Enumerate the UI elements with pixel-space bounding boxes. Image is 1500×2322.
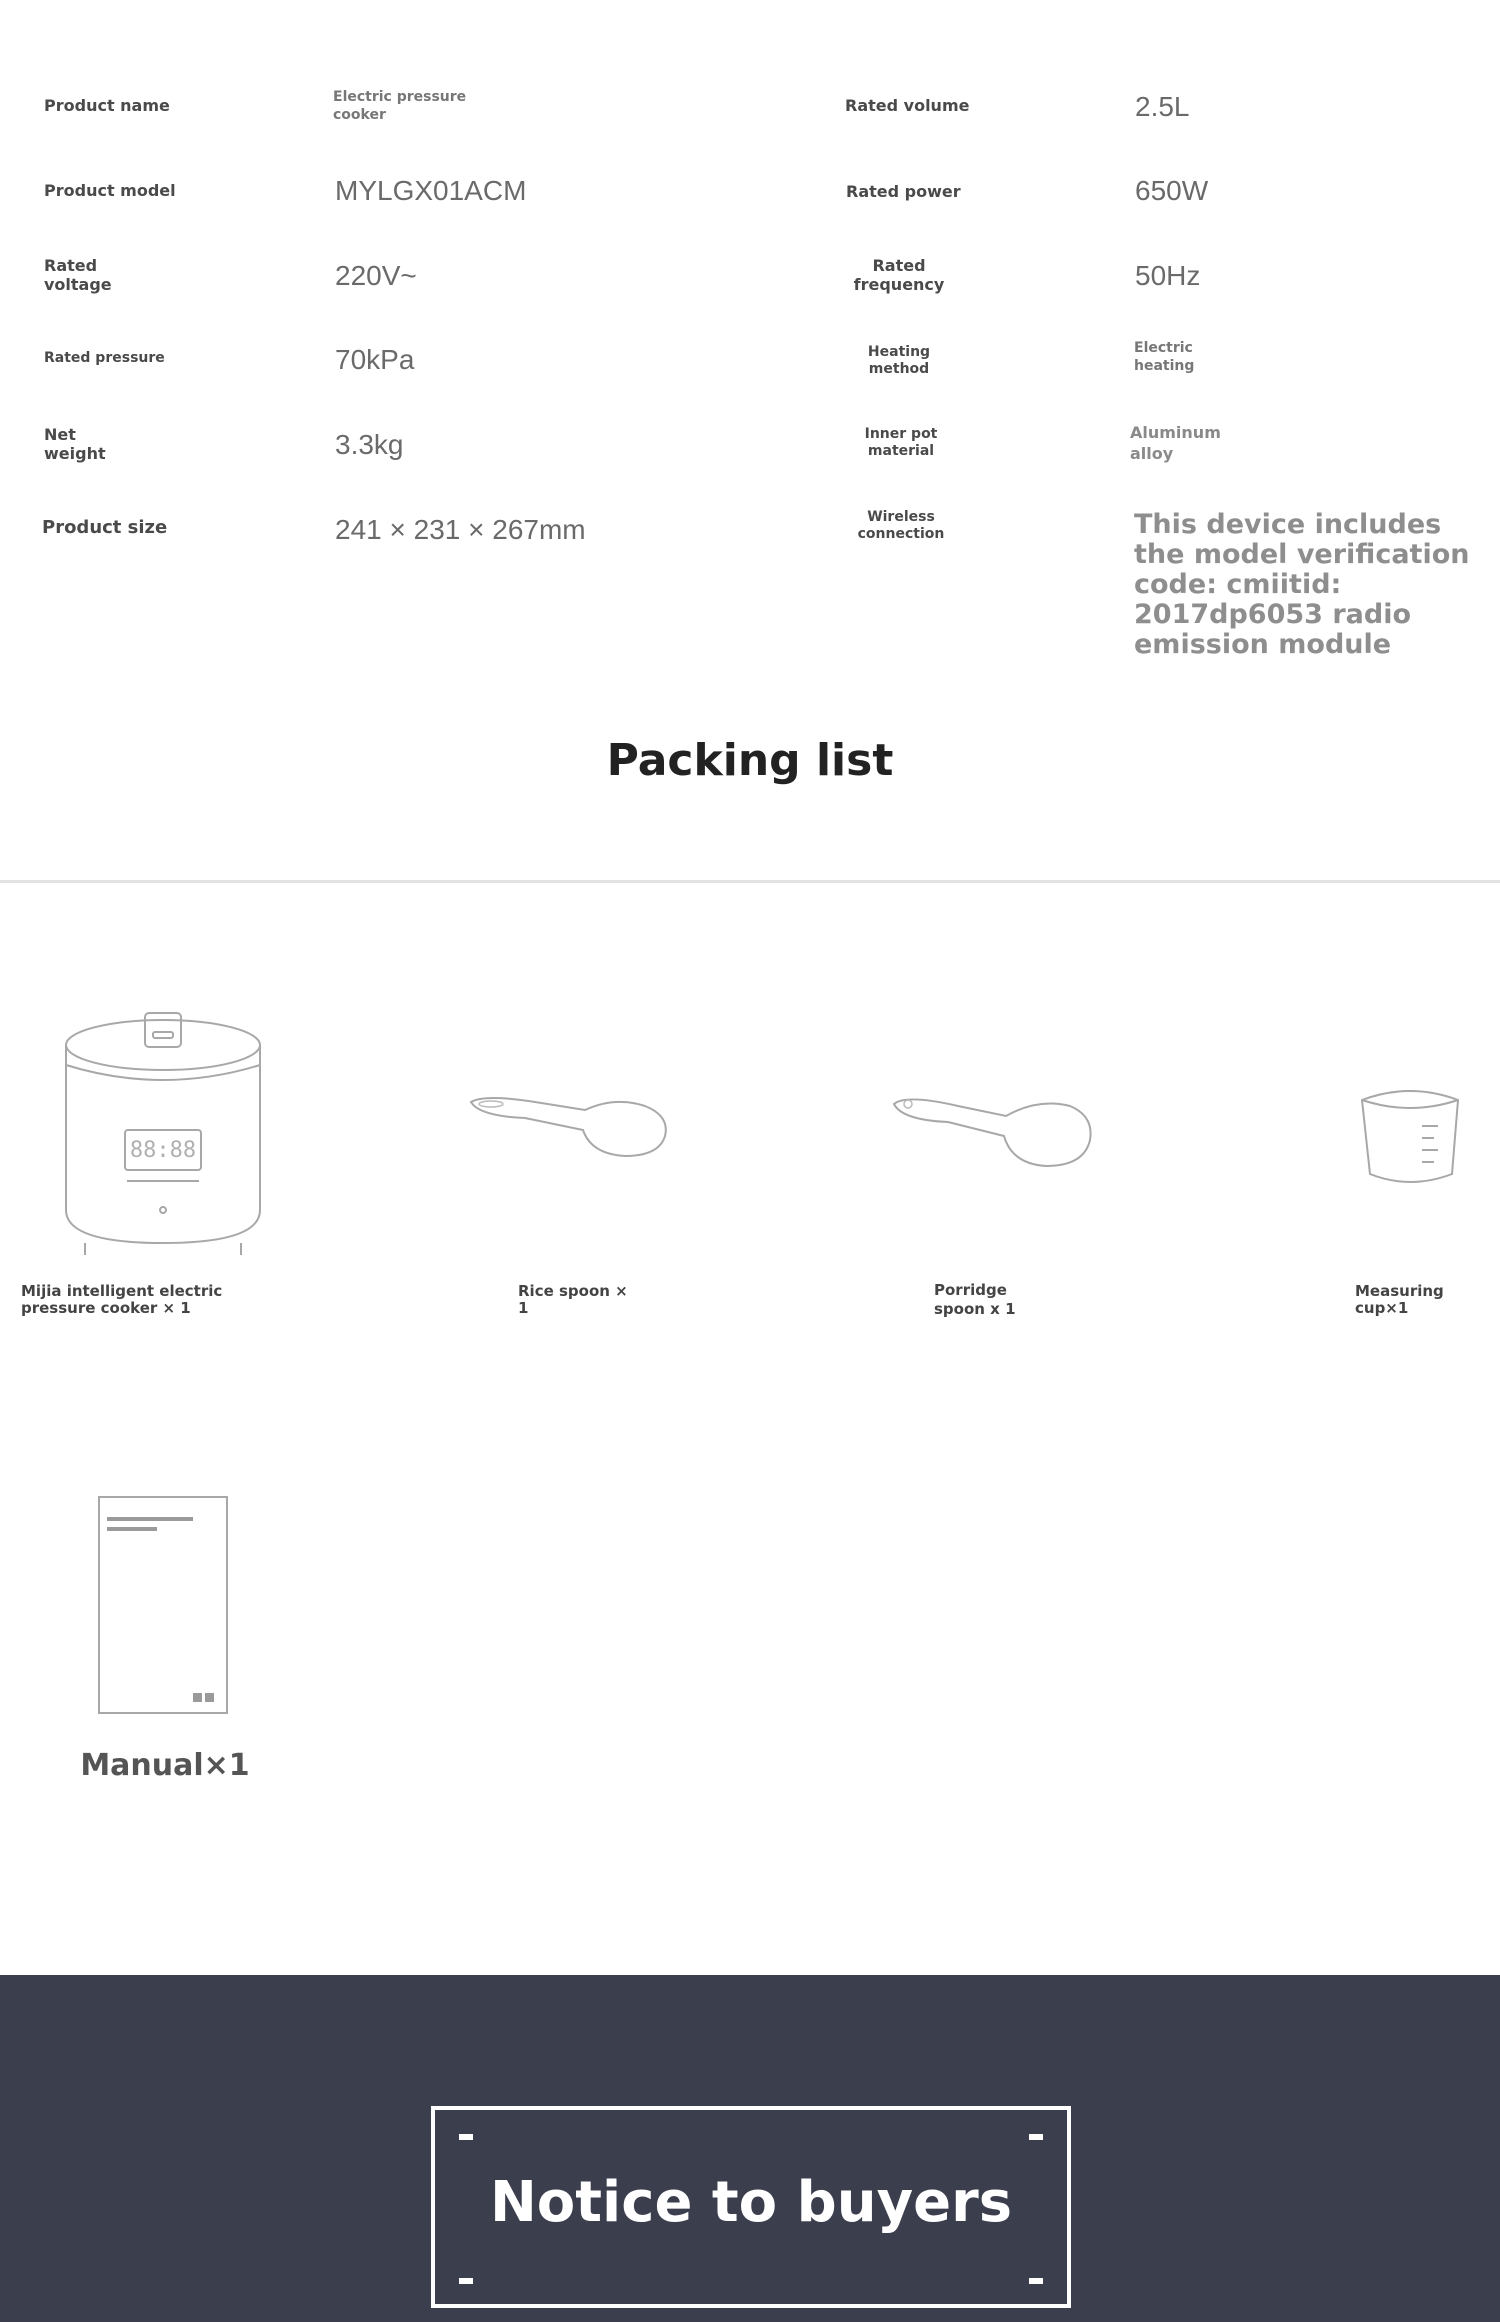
rated-volume-label: Rated volume xyxy=(845,96,970,115)
product-model-value: MYLGX01ACM xyxy=(335,175,527,206)
frame-corner-mark xyxy=(1029,2134,1043,2140)
product-size-value: 241 × 231 × 267mm xyxy=(335,514,586,545)
rated-power-label: Rated power xyxy=(846,182,961,201)
inner-pot-material-label: Inner pot material xyxy=(864,426,938,459)
product-model-label: Product model xyxy=(44,181,176,200)
heating-method-value: Electric heating xyxy=(1134,340,1195,374)
pressure-cooker-icon xyxy=(55,1005,275,1260)
notice-title: Notice to buyers xyxy=(489,2170,1013,2235)
pressure-cooker-label: Mijia intelligent electric pressure cooker × 1 xyxy=(21,1282,223,1317)
frame-corner-mark xyxy=(459,2278,473,2284)
rated-voltage-label: Rated voltage xyxy=(44,256,112,294)
product-size-label: Product size xyxy=(42,517,168,538)
inner-pot-material-value: Aluminum alloy xyxy=(1130,423,1221,463)
manual-label: Manual×1 xyxy=(80,1748,250,1783)
product-name-value: Electric pressure cooker xyxy=(333,89,467,123)
svg-text:88:88: 88:88 xyxy=(129,1138,197,1163)
packing-list-title: Packing list xyxy=(606,735,894,786)
porridge-spoon-icon xyxy=(888,1090,1098,1170)
notice-frame xyxy=(431,2106,1071,2308)
rated-voltage-value: 220V~ xyxy=(335,260,417,291)
rice-spoon-label: Rice spoon × 1 xyxy=(518,1282,628,1317)
wireless-connection-value: This device includes the model verification code: cmiitid: 2017dp6053 radio emission module xyxy=(1134,509,1470,660)
frame-corner-mark xyxy=(459,2134,473,2140)
product-name-label: Product name xyxy=(44,96,170,115)
heating-method-label: Heating method xyxy=(867,344,931,377)
rice-spoon-icon xyxy=(465,1090,675,1160)
porridge-spoon-label: Porridge spoon x 1 xyxy=(934,1281,1016,1318)
measuring-cup-label: Measuring cup×1 xyxy=(1355,1282,1444,1317)
frame-corner-mark xyxy=(1029,2278,1043,2284)
manual-icon xyxy=(95,1493,231,1718)
rated-volume-value: 2.5L xyxy=(1135,91,1190,122)
rated-frequency-label: Rated frequency xyxy=(853,256,945,294)
net-weight-value: 3.3kg xyxy=(335,429,404,460)
specifications-table xyxy=(0,0,1500,880)
rated-pressure-label: Rated pressure xyxy=(44,350,165,366)
rated-power-value: 650W xyxy=(1135,175,1209,206)
notice-banner xyxy=(0,1975,1500,2322)
measuring-cup-icon xyxy=(1356,1082,1464,1192)
wireless-connection-label: Wireless connection xyxy=(857,509,945,542)
rated-frequency-value: 50Hz xyxy=(1135,260,1201,291)
rated-pressure-value: 70kPa xyxy=(335,344,415,375)
net-weight-label: Net weight xyxy=(44,425,106,463)
section-divider xyxy=(0,880,1500,883)
